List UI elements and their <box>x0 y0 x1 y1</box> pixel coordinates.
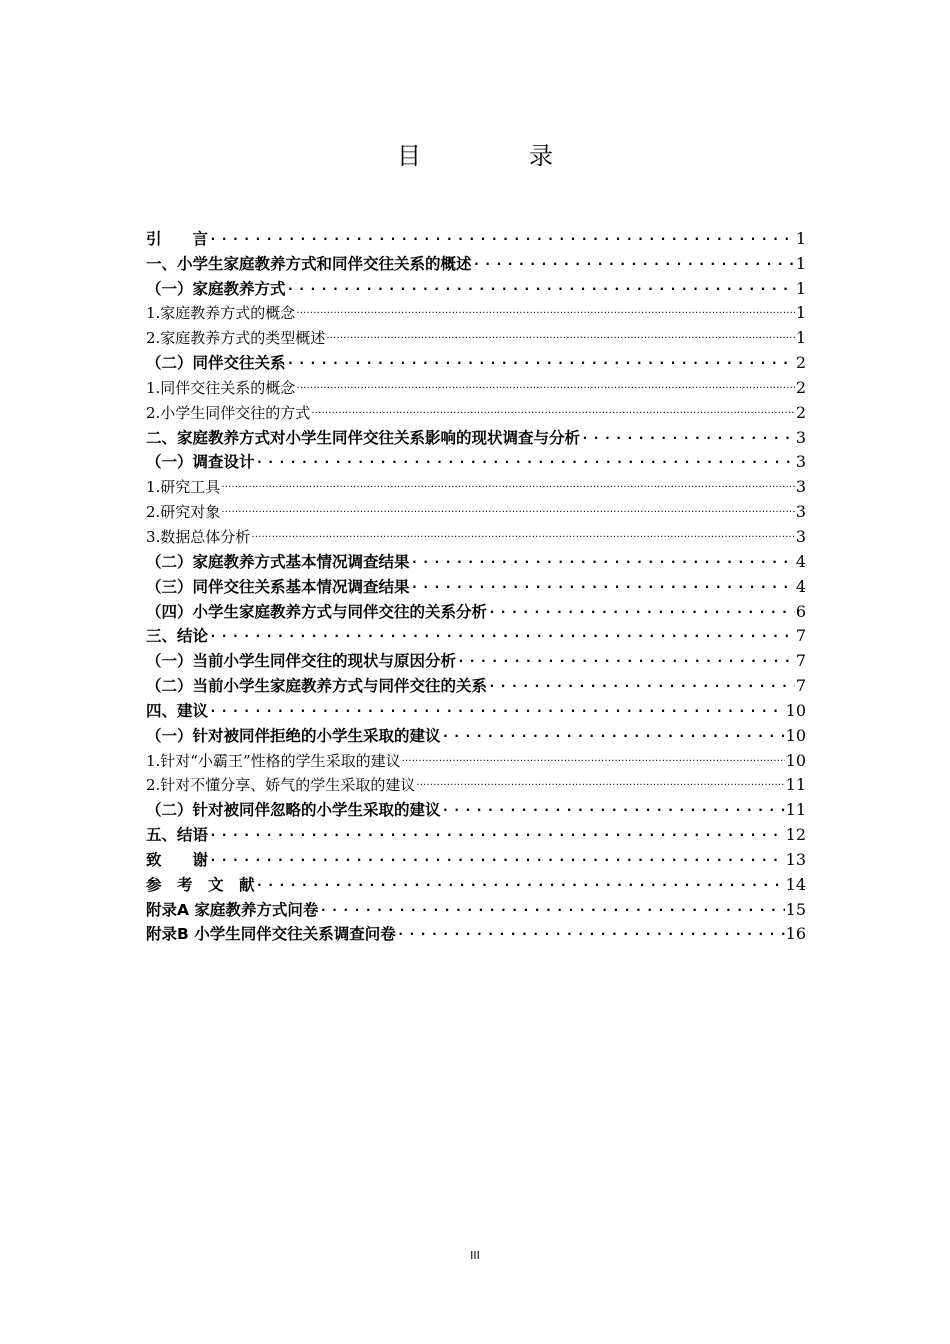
dot-leader <box>442 724 785 748</box>
toc-entry[interactable] <box>146 325 806 350</box>
toc-entry[interactable] <box>146 350 806 375</box>
toc-entry-page-number: 2 <box>795 377 806 397</box>
toc-entry[interactable] <box>146 400 806 425</box>
toc-entry[interactable] <box>146 847 806 872</box>
dot-leader <box>256 873 785 897</box>
toc-entry-page-number: 14 <box>785 874 806 894</box>
toc-entry-page-number: 16 <box>785 924 806 944</box>
toc-entry[interactable] <box>146 723 806 748</box>
toc-entry-title: 1.针对“小霸王”性格的学生采取的建议 <box>146 751 401 770</box>
dot-leader <box>296 301 795 325</box>
dot-leader <box>402 749 785 773</box>
toc-entry-page-number: 3 <box>795 526 806 546</box>
dot-leader <box>488 600 795 624</box>
toc-entry-page-number: 7 <box>795 626 806 646</box>
toc-entry[interactable] <box>146 450 806 475</box>
page-number-footer: III <box>470 1249 480 1262</box>
toc-entry-title: 五、结语 <box>146 826 209 845</box>
toc-entry[interactable] <box>146 549 806 574</box>
toc-entry-page-number: 3 <box>795 427 806 447</box>
toc-entry-title: 2.小学生同伴交往的方式 <box>146 403 311 422</box>
dot-leader <box>221 475 795 499</box>
toc-entry[interactable] <box>146 922 806 947</box>
toc-entry-title: （三）同伴交往关系基本情况调查结果 <box>146 577 410 596</box>
dot-leader <box>326 326 794 350</box>
dot-leader <box>473 252 795 276</box>
dot-leader <box>209 227 795 251</box>
toc-entry[interactable] <box>146 624 806 649</box>
toc-entry-page-number: 3 <box>795 452 806 472</box>
dot-leader <box>287 351 795 375</box>
toc-entry-title: 1.家庭教养方式的概念 <box>146 304 296 323</box>
toc-entry-title: 3.数据总体分析 <box>146 527 251 546</box>
toc-entry[interactable] <box>146 474 806 499</box>
toc-entry-title: 四、建议 <box>146 701 209 720</box>
toc-entry[interactable] <box>146 897 806 922</box>
toc-entry-page-number: 3 <box>795 477 806 497</box>
toc-entry-title: 参 考 文 献 <box>146 875 255 894</box>
toc-entry-page-number: 4 <box>795 551 806 571</box>
toc-entry[interactable] <box>146 574 806 599</box>
dot-leader <box>411 550 795 574</box>
toc-entry-page-number: 1 <box>795 278 806 298</box>
dot-leader <box>287 277 795 301</box>
toc-entry[interactable] <box>146 301 806 326</box>
toc-entry-page-number: 15 <box>785 899 806 919</box>
dot-leader <box>416 773 784 797</box>
toc-entry-page-number: 10 <box>785 700 806 720</box>
toc-entry-title: 三、结论 <box>146 627 209 646</box>
dot-leader <box>457 649 795 673</box>
toc-entry-page-number: 2 <box>795 402 806 422</box>
toc-entry-title: 致 谢 <box>146 850 209 869</box>
toc-entry-page-number: 7 <box>795 651 806 671</box>
toc-entry-title: （一）调查设计 <box>146 453 255 472</box>
toc-entry-page-number: 11 <box>785 800 806 820</box>
toc-entry-page-number: 6 <box>795 601 806 621</box>
toc-entry-title: （二）针对被同伴忽略的小学生采取的建议 <box>146 801 441 820</box>
toc-entry[interactable] <box>146 226 806 251</box>
dot-leader <box>397 922 785 946</box>
table-of-contents <box>146 226 806 946</box>
toc-entry[interactable] <box>146 524 806 549</box>
toc-entry-title: （二）同伴交往关系 <box>146 354 286 373</box>
dot-leader <box>442 798 785 822</box>
dot-leader <box>209 848 785 872</box>
toc-entry-title: （二）当前小学生家庭教养方式与同伴交往的关系 <box>146 677 488 696</box>
toc-entry-page-number: 1 <box>795 328 806 348</box>
toc-entry-page-number: 2 <box>795 353 806 373</box>
dot-leader <box>411 575 795 599</box>
dot-leader <box>319 898 784 922</box>
toc-entry[interactable] <box>146 822 806 847</box>
dot-leader <box>209 823 785 847</box>
toc-entry[interactable] <box>146 276 806 301</box>
toc-entry-page-number: 13 <box>785 849 806 869</box>
toc-entry-title: 附录B 小学生同伴交往关系调查问卷 <box>146 925 396 944</box>
dot-leader <box>296 376 795 400</box>
toc-entry-title: 二、家庭教养方式对小学生同伴交往关系影响的现状调查与分析 <box>146 428 581 447</box>
toc-entry-title: 2.研究对象 <box>146 503 221 522</box>
toc-entry-page-number: 10 <box>785 750 806 770</box>
toc-entry-title: 附录A 家庭教养方式问卷 <box>146 900 319 919</box>
dot-leader <box>209 624 795 648</box>
toc-entry[interactable] <box>146 872 806 897</box>
toc-entry-page-number: 10 <box>785 725 806 745</box>
toc-entry-title: （四）小学生家庭教养方式与同伴交往的关系分析 <box>146 602 488 621</box>
toc-entry[interactable] <box>146 425 806 450</box>
toc-entry[interactable] <box>146 698 806 723</box>
toc-entry-title: （二）家庭教养方式基本情况调查结果 <box>146 552 410 571</box>
toc-entry-page-number: 1 <box>795 253 806 273</box>
toc-entry[interactable] <box>146 499 806 524</box>
toc-entry-page-number: 4 <box>795 576 806 596</box>
toc-entry[interactable] <box>146 648 806 673</box>
toc-entry-title: （一）针对被同伴拒绝的小学生采取的建议 <box>146 726 441 745</box>
toc-entry-title: 2.家庭教养方式的类型概述 <box>146 329 326 348</box>
dot-leader <box>251 525 795 549</box>
toc-entry-page-number: 11 <box>785 775 806 795</box>
page-title: 目 录 <box>397 142 595 170</box>
toc-entry-page-number: 1 <box>795 303 806 323</box>
toc-entry[interactable] <box>146 773 806 798</box>
toc-entry[interactable] <box>146 797 806 822</box>
toc-entry-title: 1.同伴交往关系的概念 <box>146 378 296 397</box>
dot-leader <box>209 699 785 723</box>
toc-entry-page-number: 3 <box>795 502 806 522</box>
toc-entry-title: 1.研究工具 <box>146 478 221 497</box>
toc-entry-page-number: 1 <box>795 228 806 248</box>
dot-leader <box>488 674 795 698</box>
toc-entry[interactable] <box>146 375 806 400</box>
toc-entry-page-number: 12 <box>785 825 806 845</box>
toc-entry[interactable] <box>146 251 806 276</box>
dot-leader <box>221 500 795 524</box>
dot-leader <box>311 401 794 425</box>
toc-entry-title: （一）当前小学生同伴交往的现状与原因分析 <box>146 652 457 671</box>
toc-entry[interactable] <box>146 748 806 773</box>
dot-leader <box>581 426 795 450</box>
toc-entry-title: （一）家庭教养方式 <box>146 279 286 298</box>
toc-entry-title: 一、小学生家庭教养方式和同伴交往关系的概述 <box>146 254 472 273</box>
toc-entry[interactable] <box>146 599 806 624</box>
toc-entry[interactable] <box>146 673 806 698</box>
toc-entry-title: 2.针对不懂分享、娇气的学生采取的建议 <box>146 776 416 795</box>
dot-leader <box>256 450 795 474</box>
toc-entry-page-number: 7 <box>795 676 806 696</box>
toc-entry-title: 引 言 <box>146 229 209 248</box>
